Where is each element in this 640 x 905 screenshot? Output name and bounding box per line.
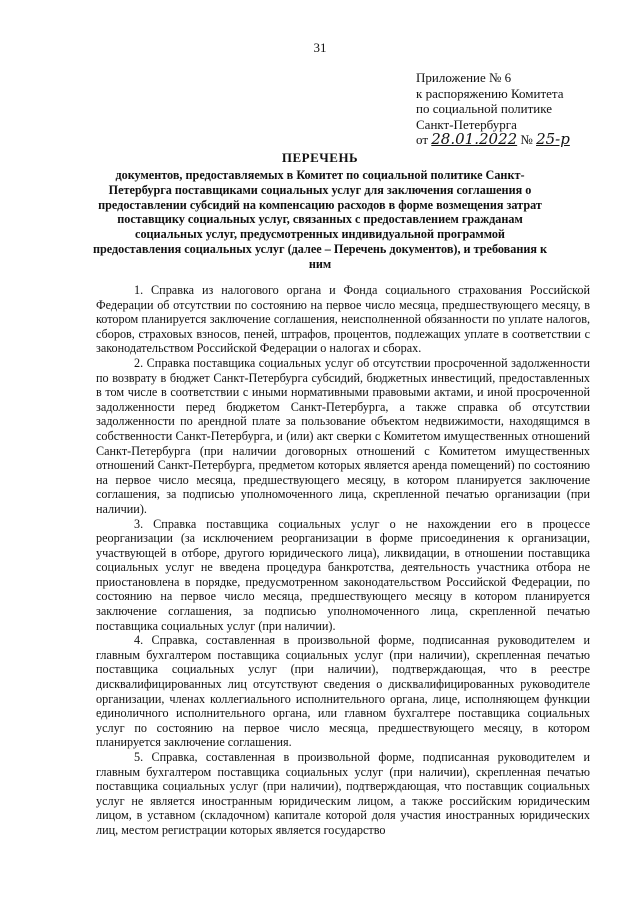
- page-number: 31: [313, 40, 327, 55]
- annex-line: Приложение № 6: [416, 70, 512, 85]
- document-body: [96, 283, 590, 838]
- paragraph-4: 4. Справка, составленная в произвольной форме, подписанная руководителем и главным бухгалтером поставщика социальных услуг (при наличии), скрепленная печатью поставщика социальных услуг (при наличии), подтверждающая, что в реестре дисквалифицированных лиц отсутствуют сведения о дисквалифицированных руководителе организации, членах коллегиального исполнительного органа, лице, исполняющем функции единоличного исполнительного органа, или главном бухгалтере поставщика социальных услуг по состоянию на первое число месяца, предшествующего месяцу, в котором планируется заключение соглашения.: [96, 633, 590, 750]
- handwritten-number: 25-р: [536, 130, 570, 149]
- paragraph-2: 2. Справка поставщика социальных услуг об отсутствии просроченной задолженности по возврату в бюджет Санкт-Петербурга субсидий, бюджетных инвестиций, предоставленных в том числе в соответствии с иными нормативными правовыми актами, и иной просроченной задолженности перед бюджетом Санкт-Петербурга, а также справка об отсутствии задолженности по арендной плате за пользование объектом недвижимости, находящимся в собственности Санкт-Петербурга, и (или) акт сверки с Комитетом имущественных отношений Санкт-Петербурга (при наличии договорных отношений с Комитетом имущественных отношений Санкт-Петербурга, предметом которых является аренда помещений) по состоянию на первое число месяца, предшествующего месяцу, в котором планируется заключение соглашения, за подписью уполномоченного лица, скрепленной печатью организации (при наличии).: [96, 355, 590, 516]
- annex-date-line: [416, 132, 570, 148]
- annex-block: [416, 70, 570, 148]
- document-title: ПЕРЕЧЕНЬ: [281, 150, 359, 165]
- handwritten-date: 28.01.2022: [431, 130, 518, 149]
- paragraph-3: 3. Справка поставщика социальных услуг о не нахождении его в процессе реорганизации (за исключением реорганизации в форме присоединения к организации, участвующей в отборе, другого юридического лица), ликвидации, в отношении поставщика социальных услуг не введена процедура банкротства, деятельность участника отбора не приостановлена в порядке, предусмотренном законодательством Российской Федерации, по состоянию на первое число месяца, предшествующего месяцу в котором планируется заключение соглашения, за подписью уполномоченного лица, скрепленной печатью поставщика социальных услуг (при наличии).: [96, 516, 590, 633]
- paragraph-5: 5. Справка, составленная в произвольной форме, подписанная руководителем и главным бухгалтером поставщика социальных услуг (при наличии), скрепленная печатью поставщика социальных услуг (при наличии), подтверждающая, что поставщик социальных услуг не является иностранным юридическим лицом, а также российским юридическим лицом, в уставном (складочном) капитале которой доля участия иностранных юридических лиц, местом регистрации которых является государство: [96, 750, 590, 837]
- date-prefix: от: [416, 132, 429, 148]
- document-subtitle: документов, предоставляемых в Комитет по социальной политике Санкт-Петербурга поставщиками социальных услуг для заключения соглашения о предоставлении субсидий на компенсацию расходов в форме возмещения затрат поставщику социальных услуг, связанных с предоставлением гражданам социальных услуг, предусмотренных индивидуальной программой предоставления социальных услуг (далее – Перечень документов), и требования к ним: [92, 168, 548, 271]
- paragraph-1: 1. Справка из налогового органа и Фонда социального страхования Российской Федерации об отсутствии по состоянию на первое число месяца, предшествующего месяцу, в котором планируется заключение соглашения, неисполненной обязанности по уплате налогов, сборов, страховых взносов, пеней, штрафов, процентов, подлежащих уплате в соответствии с законодательством Российской Федерации о налогах и сборах.: [96, 283, 590, 356]
- annex-line: к распоряжению Комитета: [416, 85, 564, 101]
- number-prefix: №: [520, 132, 533, 148]
- annex-line: по социальной политике: [416, 101, 552, 117]
- annex-line: Санкт-Петербурга: [416, 116, 517, 132]
